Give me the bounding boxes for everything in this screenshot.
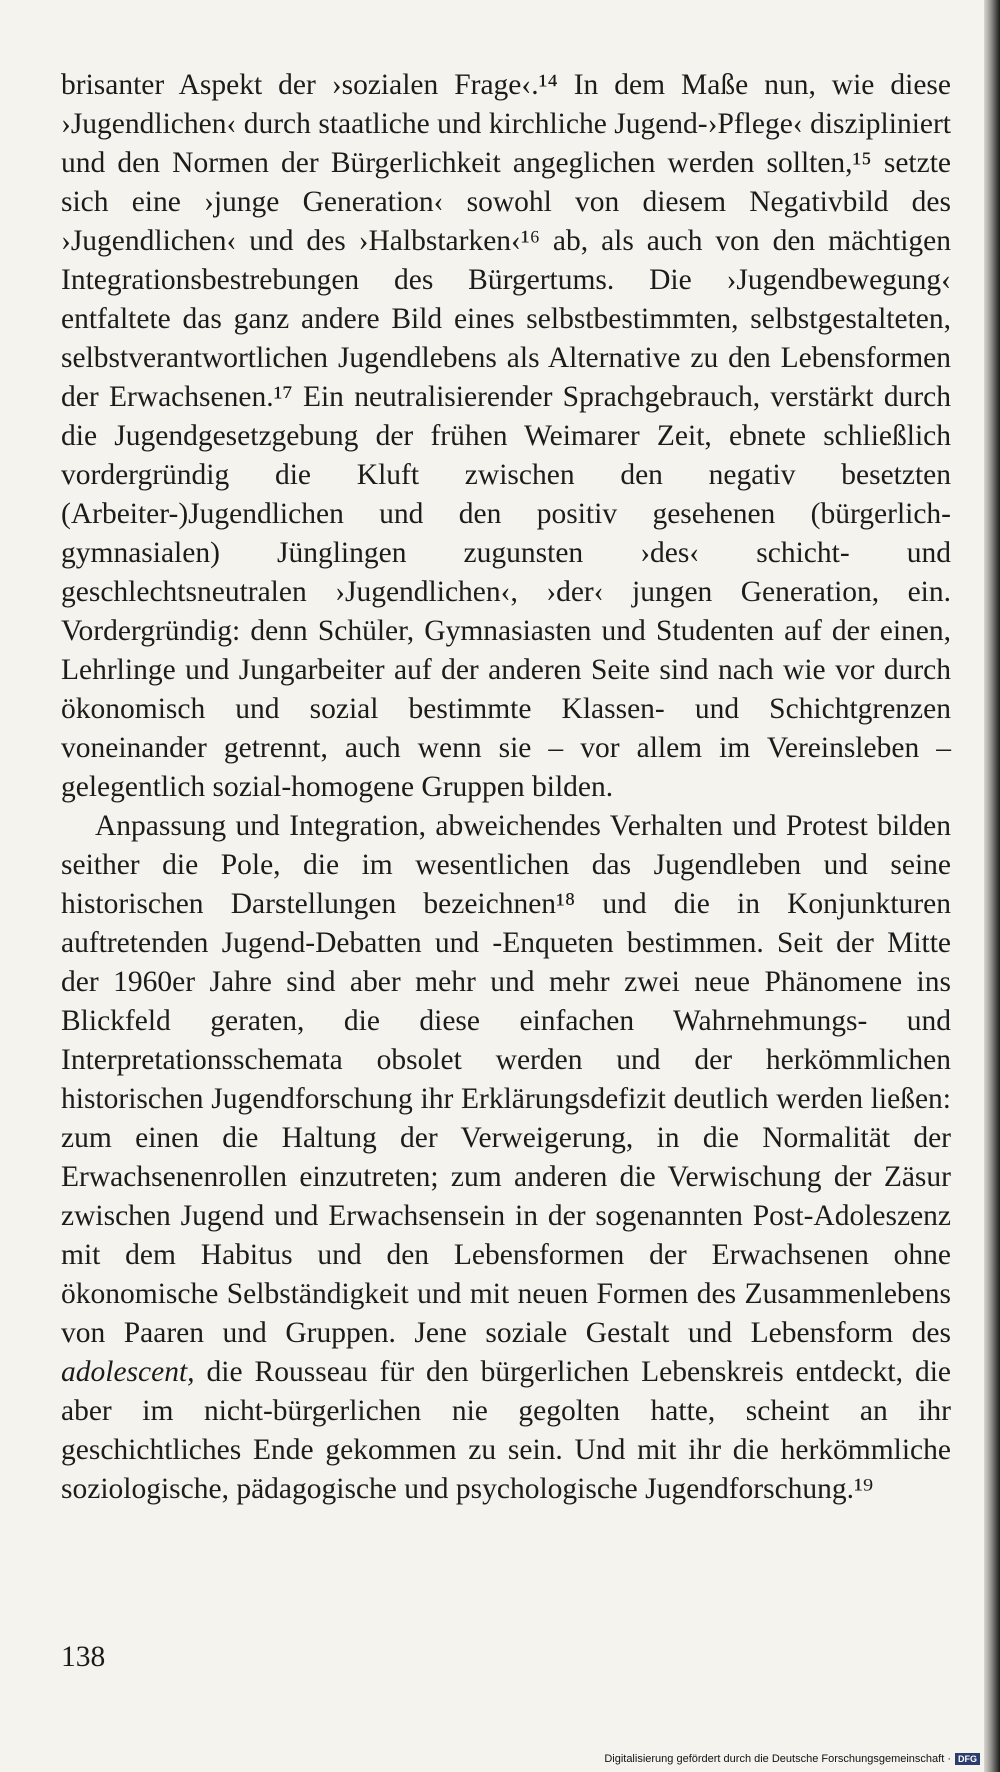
footer-text: Digitalisierung gefördert durch die Deutsche Forschungsgemeinschaft · (604, 1753, 951, 1765)
paragraph-2-end: die Rousseau für den bürgerlichen Lebenskreis entdeckt, die aber im nicht-bürgerlichen nie gegolten hatte, scheint an ihr geschichtliches Ende gekommen zu sein. Und mit ihr die herkömmliche soziologische, pädagogische und psychologische Jugendforschung.¹⁹ (61, 1356, 951, 1505)
paragraph-2-start: Anpassung und Integration, abweichendes Verhalten und Protest bilden seither die Pole, die im wesentlichen das Jugendleben und seine historischen Darstellungen bezeichnen¹⁸ und die in Konjunkturen auftretenden Jugend-Debatten und -Enqueten bestimmen. Seit der Mitte der 1960er Jahre sind aber mehr und mehr zwei neue Phänomene ins Blickfeld geraten, die diese einfachen Wahrnehmungs- und Interpretationsschemata obsolet werden und der herkömmlichen historischen Jugendforschung ihr Erklärungsdefizit deutlich werden ließen: zum einen die Haltung der Verweigerung, in die Normalität der Erwachsenenrollen einzutreten; zum anderen die Verwischung der Zäsur zwischen Jugend und Erwachsensein in der sogenannten Post-Adoleszenz mit dem Habitus und den Lebensformen der Erwachsenen ohne ökonomische Selbständigkeit und mit neuen Formen des Zusammenlebens von Paaren und Gruppen. Jene soziale Gestalt und Lebensform des (61, 810, 951, 1349)
paragraph-2 (61, 807, 951, 1509)
page-number: 138 (61, 1641, 106, 1673)
footer-credit (604, 1752, 980, 1766)
paragraph-1: brisanter Aspekt der ›sozialen Frage‹.¹⁴ In dem Maße nun, wie diese ›Jugendlichen‹ durch staatliche und kirchliche Jugend-›Pflege‹ diszipliniert und den Normen der Bürgerlichkeit angeglichen werden sollten,¹⁵ setzte sich eine ›junge Generation‹ sowohl von diesem Negativbild des ›Jugendlichen‹ und des ›Halbstarken‹¹⁶ ab, als auch von den mächtigen Integrationsbestrebungen des Bürgertums. Die ›Jugendbewegung‹ entfaltete das ganz andere Bild eines selbstbestimmten, selbstgestalteten, selbstverantwortlichen Jugendlebens als Alternative zu den Lebensformen der Erwachsenen.¹⁷ Ein neutralisierender Sprachgebrauch, verstärkt durch die Jugendgesetzgebung der frühen Weimarer Zeit, ebnete schließlich vordergründig die Kluft zwischen den negativ besetzten (Arbeiter-)Jugendlichen und den positiv gesehenen (bürgerlich-gymnasialen) Jünglingen zugunsten ›des‹ schicht- und geschlechtsneutralen ›Jugendlichen‹, ›der‹ jungen Generation, ein. Vordergründig: denn Schüler, Gymnasiasten und Studenten auf der einen, Lehrlinge und Jungarbeiter auf der anderen Seite sind nach wie vor durch ökonomisch und sozial bestimmte Klassen- und Schichtgrenzen voneinander getrennt, auch wenn sie – vor allem im Vereinsleben – gelegentlich sozial-homogene Gruppen bilden. (61, 69, 951, 803)
book-edge (984, 0, 1000, 1772)
dfg-logo: DFG (955, 1753, 980, 1765)
body-text (61, 66, 951, 1509)
italic-term: adolescent, (61, 1356, 195, 1388)
